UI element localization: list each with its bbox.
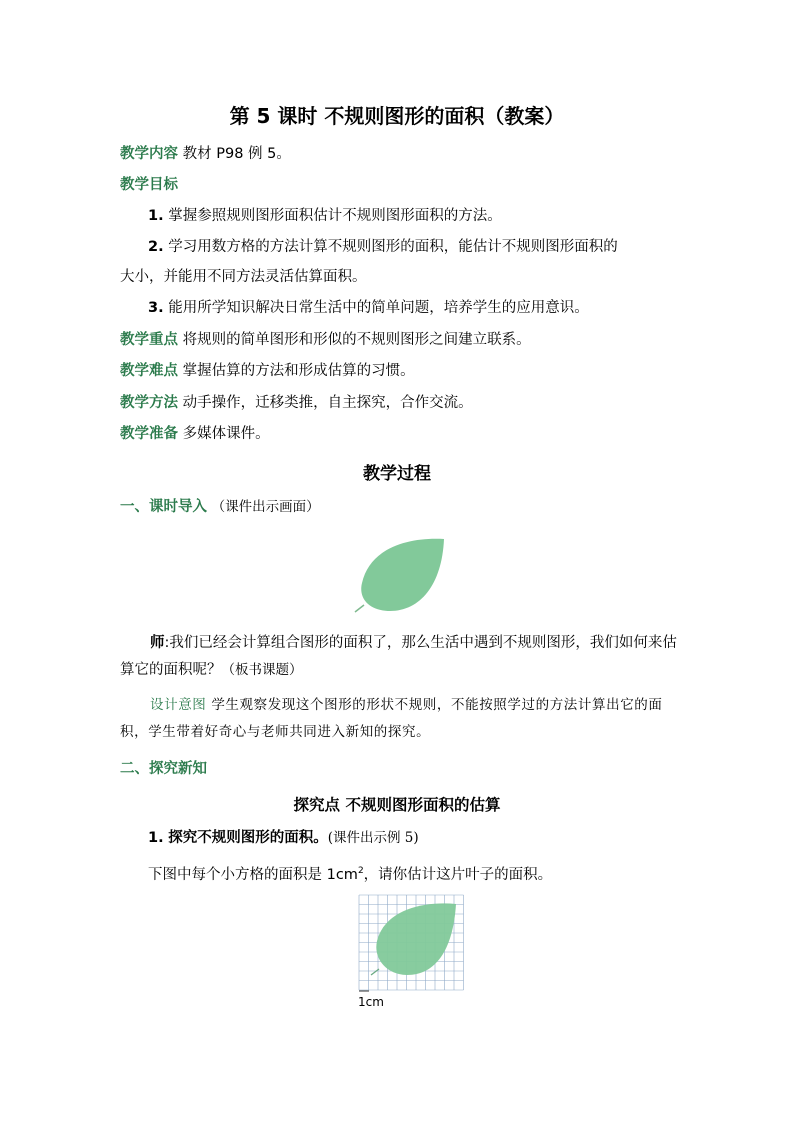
- teacher-dialogue: [120, 630, 680, 684]
- method-text: 动手操作，迁移类推，自主探究，合作交流。: [182, 395, 473, 411]
- prep-label: 教学准备: [120, 426, 178, 442]
- goal-item-2-continuation: 大小，并能用不同方法灵活估算面积。: [120, 269, 367, 285]
- grid-leaf-figure: [355, 893, 471, 993]
- teaching-goals-line: [120, 174, 680, 196]
- document-title: 第 5 课时 不规则图形的面积（教案）: [229, 104, 565, 128]
- goal-text: 能用所学知识解决日常生活中的简单问题，培养学生的应用意识。: [168, 300, 589, 316]
- design-label: 设计意图: [150, 697, 207, 713]
- grid-scale-label: 1cm: [358, 995, 384, 1009]
- difficulty-text: 掌握估算的方法和形成估算的习惯。: [182, 363, 415, 379]
- question-line: [148, 860, 708, 886]
- goal-number: 1.: [148, 208, 164, 224]
- step1-text: 探究不规则图形的面积。: [168, 830, 328, 846]
- question-text-a: 下图中每个小方格的面积是 1cm: [148, 866, 358, 883]
- goal-item-3: [148, 297, 708, 319]
- leaf-shape: [361, 539, 444, 611]
- teacher-text: :我们已经会计算组合图形的面积了，那么生活中遇到不规则图形，我们如何来估算它的面积呢？: [120, 635, 677, 678]
- teaching-content-line: [120, 143, 680, 165]
- difficulty-label: 教学难点: [120, 363, 178, 379]
- step1-number: 1.: [148, 830, 164, 846]
- teacher-speaker: 师: [150, 635, 165, 651]
- method-label: 教学方法: [120, 395, 178, 411]
- step1-line: [148, 827, 708, 849]
- prep-line: [120, 423, 680, 445]
- goal-text: 学习用数方格的方法计算不规则图形的面积，能估计不规则图形面积的: [168, 239, 618, 255]
- prep-text: 多媒体课件。: [182, 426, 270, 442]
- leaf-stem: [355, 605, 364, 612]
- teaching-content-text: 教材 P98 例 5。: [182, 146, 291, 162]
- design-text: 学生观察发现这个图形的形状不规则，不能按照学过的方法计算出它的面积，学生带着好奇心与老师共同进入新知的探究。: [120, 697, 663, 740]
- key-point-label: 教学重点: [120, 332, 178, 348]
- goal-number: 2.: [148, 239, 164, 255]
- goal-item-2: [148, 236, 708, 258]
- teacher-note: （板书课题）: [221, 662, 303, 678]
- section1-note: （课件出示画面）: [211, 499, 320, 515]
- goal-number: 3.: [148, 300, 164, 316]
- explore-title: 探究点 不规则图形面积的估算: [293, 796, 501, 814]
- process-title: 教学过程: [363, 464, 431, 484]
- section2-label: 二、探究新知: [120, 761, 207, 777]
- section1-label: 一、课时导入: [120, 499, 207, 515]
- key-point-line: [120, 329, 680, 351]
- teaching-content-label: 教学内容: [120, 146, 178, 162]
- key-point-text: 将规则的简单图形和形似的不规则图形之间建立联系。: [182, 332, 531, 348]
- teaching-goals-label: 教学目标: [120, 177, 178, 193]
- section2-heading: [120, 758, 680, 780]
- difficulty-line: [120, 360, 680, 382]
- design-intent: [120, 692, 680, 746]
- leaf-figure: [350, 535, 450, 615]
- section1-heading: [120, 496, 680, 518]
- question-superscript: 2: [357, 866, 364, 876]
- method-line: [120, 392, 680, 414]
- goal-item-1: [148, 205, 708, 227]
- question-text-b: ，请你估计这片叶子的面积。: [363, 866, 553, 883]
- goal-text: 掌握参照规则图形面积估计不规则图形面积的方法。: [168, 208, 502, 224]
- step1-note: (课件出示例 5): [327, 830, 419, 846]
